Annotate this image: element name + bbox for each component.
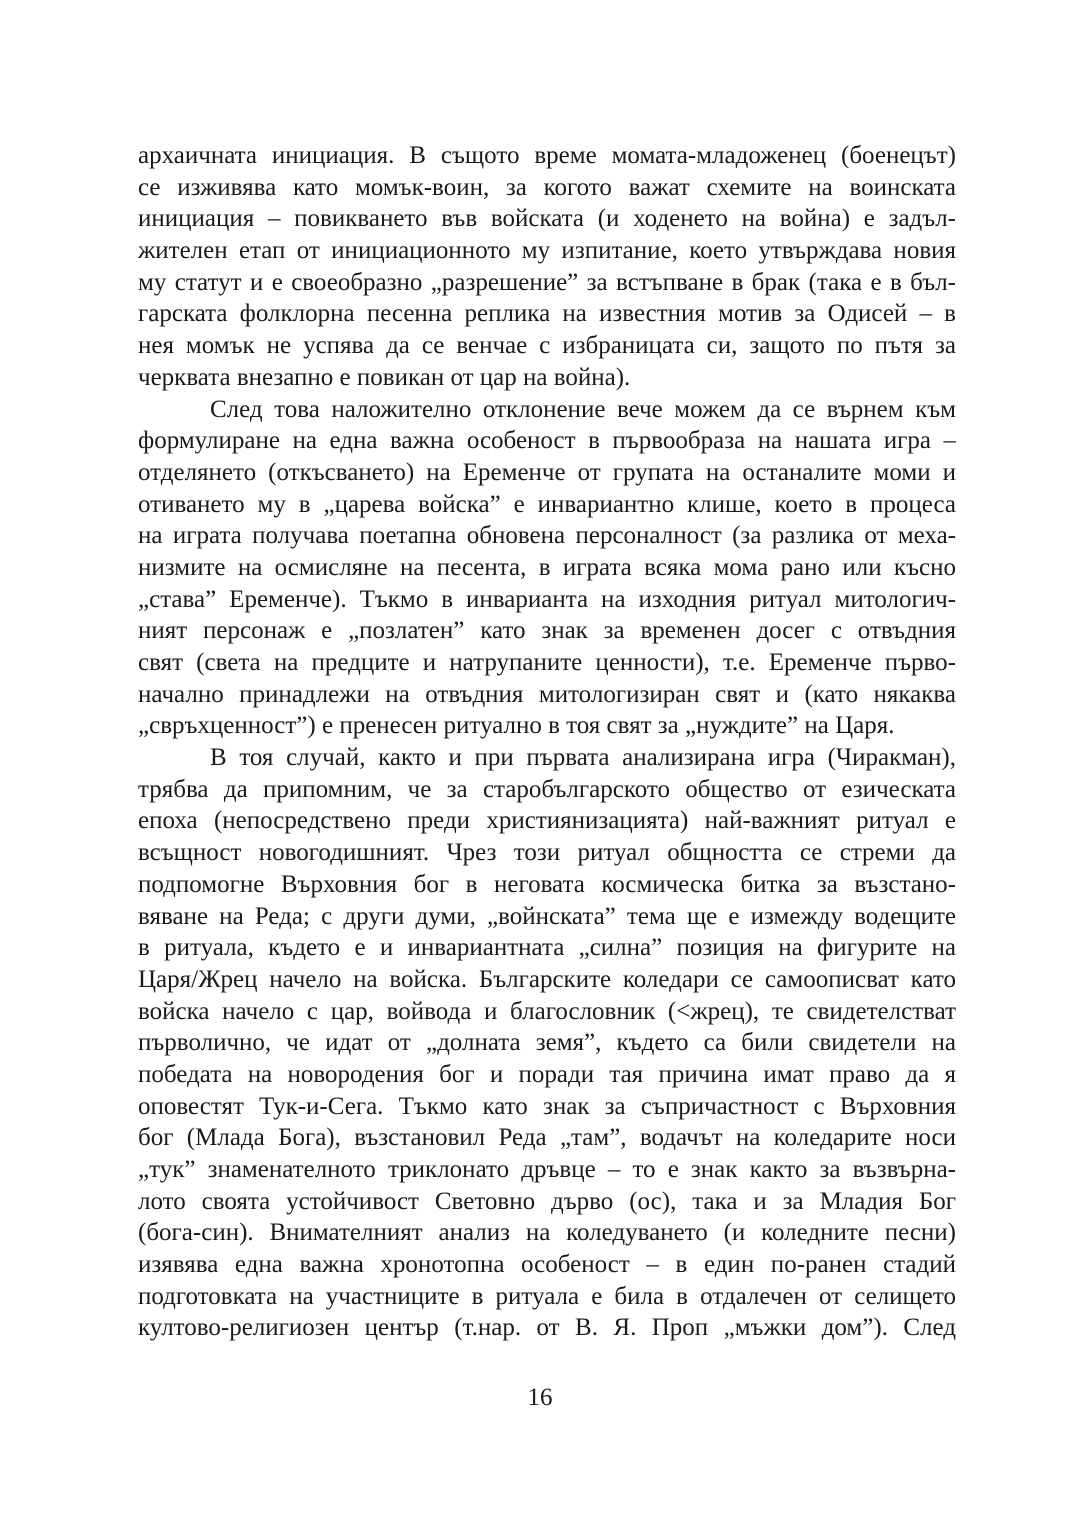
text-line: формулиране на една важна особеност в първообраза на нашата игра –: [138, 427, 956, 455]
text-line: победата на новородения бог и поради тая причина имат право да я: [138, 1060, 956, 1088]
text-line: войска начело с цар, войвода и благословник (<жрец), те свидетелстват: [138, 997, 956, 1025]
text-line: подпомогне Върховния бог в неговата космическа битка за възстано-: [138, 870, 956, 898]
text-line: „става” Еременче). Тъкмо в инварианта на изходния ритуал митологич-: [138, 585, 956, 613]
text-line: ният персонаж е „позлатен” като знак за временен досег с отвъдния: [138, 617, 956, 645]
page-body: [138, 140, 956, 1344]
paragraph-3: [138, 742, 956, 1344]
text-line: гарската фолклорна песенна реплика на известния мотив за Одисей – в: [138, 300, 956, 328]
text-line: му статут и е своеобразно „разрешение” за встъпване в брак (така е в бъл-: [138, 268, 956, 296]
text-line: отделянето (откъсването) на Еременче от групата на останалите моми и: [138, 458, 956, 486]
text-line: „свръхценност”) е пренесен ритуално в тоя свят за „нуждите” на Царя.: [138, 712, 895, 740]
text-line: начално принадлежи на отвъдния митологизиран свят и (като някаква: [138, 680, 956, 708]
text-line: След това наложително отклонение вече можем да се върнем към: [210, 395, 956, 423]
text-line: „тук” знаменателното триклонато дръвце – то е знак както за възвърна-: [138, 1156, 956, 1183]
text-line: епоха (непосредствено преди християнизацията) най-важният ритуал е: [138, 807, 956, 835]
text-line: вяване на Реда; с други думи, „войнската” тема ще е измежду водещите: [138, 902, 956, 930]
text-line: лото своята устойчивост Световно дърво (ос), така и за Младия Бог: [138, 1187, 956, 1215]
paragraph-2: [138, 394, 956, 743]
text-line: Царя/Жрец начело на войска. Българските коледари се самоописват като: [138, 965, 956, 993]
page-number: 16: [527, 1384, 553, 1411]
text-line: култово-религиозен център (т.нар. от В. Я. Проп „мъжки дом”). След: [138, 1314, 956, 1342]
text-line: черквата внезапно е повикан от цар на война).: [138, 363, 631, 391]
text-line: (бога-син). Внимателният анализ на коледуването (и коледните песни): [138, 1219, 956, 1247]
text-line: подготовката на участниците в ритуала е била в отдалечен от селището: [138, 1282, 956, 1310]
text-line: нея момък не успява да се венчае с избраницата си, защото по пътя за: [138, 332, 956, 360]
text-line: свят (света на предците и натрупаните ценности), т.е. Еременче първо-: [138, 649, 956, 676]
text-line: бог (Млада Бога), възстановил Реда „там”, водачът на коледарите носи: [138, 1124, 956, 1152]
text-line: се изживява като момък-воин, за когото важат схемите на воинската: [138, 173, 956, 201]
text-line: в ритуала, където е и инвариантната „силна” позиция на фигурите на: [138, 934, 956, 962]
text-line: инициация – повикването във войската (и ходенето на война) е задъл-: [138, 205, 956, 233]
text-line: архаичната инициация. В същото време момата-младоженец (боенецът): [138, 142, 956, 169]
text-line: първолично, че идат от „долната земя”, където са били свидетели на: [138, 1029, 956, 1057]
text-line: низмите на осмисляне на песента, в играта всяка мома рано или късно: [138, 553, 956, 581]
text-line: всъщност новогодишният. Чрез този ритуал общността се стреми да: [138, 839, 956, 867]
paragraph-1: [138, 140, 956, 394]
text-line: жителен етап от инициационното му изпитание, което утвърждава новия: [138, 237, 956, 265]
text-line: В тоя случай, както и при първата анализирана игра (Чиракман),: [210, 744, 956, 772]
text-line: отиването му в „царева войска” е инвариантно клише, което в процеса: [138, 490, 956, 518]
text-line: оповестят Тук-и-Сега. Тъкмо като знак за съпричастност с Върховния: [138, 1092, 956, 1120]
text-line: трябва да припомним, че за старобългарското общество от езическата: [138, 775, 956, 803]
text-line: изявява една важна хронотопна особеност – в един по-ранен стадий: [138, 1251, 956, 1279]
text-line: на играта получава поетапна обновена персоналност (за разлика от меха-: [138, 522, 956, 550]
